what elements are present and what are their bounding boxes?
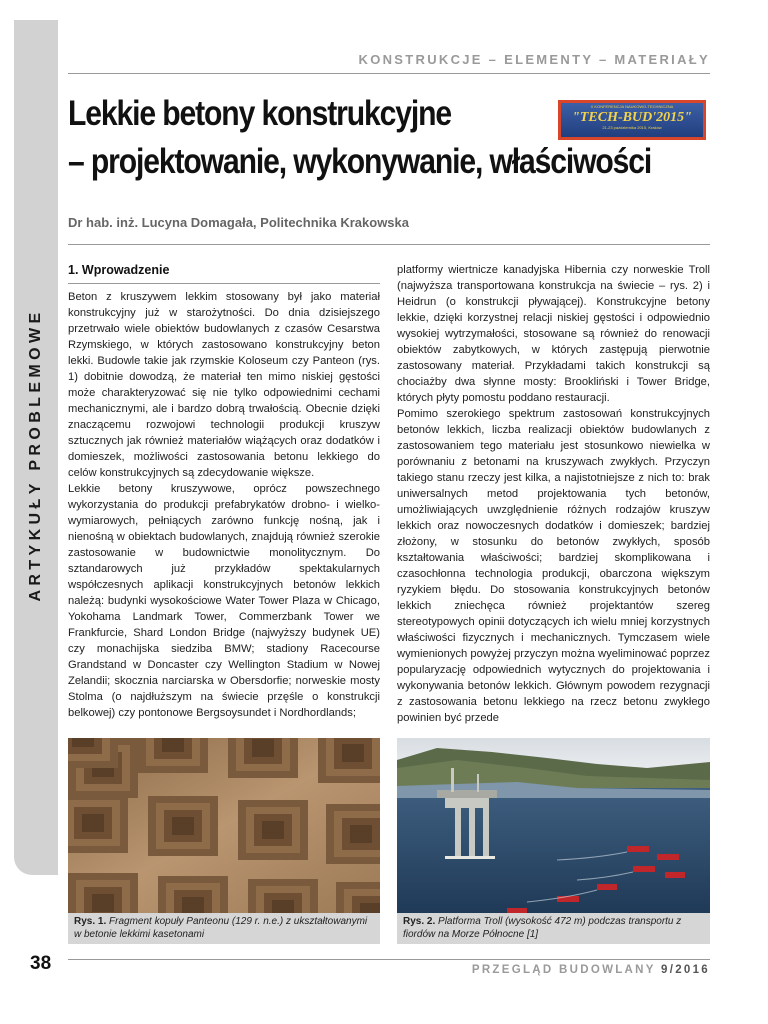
figure-2-label: Rys. 2. xyxy=(403,916,436,927)
paragraph: Beton z kruszywem lekkim stosowany był jako materiał konstrukcyjny już w starożytności. Do dnia dzisiejszego przetrwało wiele obiektów budowlanych z czasów Cesarstwa Rzymskiego, w których zastosowano konstrukcyjny beton lekki. Budowle takie jak rzymskie Koloseum czy Panteon (rys. 1) dobitnie dowodzą, że materiał ten mimo niskiej gęstości może charakteryzować się nie tylko odpowiednimi cechami mechanicznymi, ale i bardzo dobrą trwałością. Obecnie dzięki znaczącemu rozwojowi technologii produkcji kruszyw sztucznych jak również materiałów wiążących oraz dodatków i domieszek, możliwości zastosowania betonu lekkiego do celów konstrukcyjnych są zdecydowanie większe. xyxy=(68,291,380,479)
paragraph: Lekkie betony kruszywowe, oprócz powszechnego wykorzystania do produkcji prefabrykatów drobno- i wielko- wymiarowych, pełniących zarówno funkcję nośną, jak i nienośną w obiektach budowlanych, znajdują również szerokie zastosowanie w budownictwie monolitycznym. Do sztandarowych już przykładów spektakularnych współczesnych aplikacji konstrukcyjnych betonów lekkich należą: budynki wysokościowe Water Tower Plaza w Chicago, Yokohama Landmark Tower, Commerzbank Tower we Frankfurcie, Shard London Bridge (najwyższy budynek UE) czy monachijska siedziba BMW; stadiony Racecourse Grandstand w Doncaster czy Wellington Stadium w Nowej Zelandii; skocznia narciarska w Obersdorfie; norweskie mosty Stolma (o najdłuższym na świecie przęśle o konstrukcji belkowej) czy pontonowe Bergsoysundet i Nordhordlands; xyxy=(68,483,380,719)
troll-platform-illustration xyxy=(397,738,710,913)
conference-badge xyxy=(558,100,706,140)
figure-1-caption xyxy=(68,913,380,944)
journal-name: PRZEGLĄD BUDOWLANY xyxy=(471,964,656,976)
badge-date: 21-23 października 2015, Kraków xyxy=(602,125,662,130)
figure-2-caption xyxy=(397,913,710,944)
pantheon-coffers-illustration xyxy=(68,738,380,913)
title-line-1: Lekkie betony konstrukcyjne xyxy=(68,94,452,133)
badge-top-text: X KONFERENCJA NAUKOWO-TECHNICZNA xyxy=(590,104,674,109)
title-line-2: – projektowanie, wykonywanie, właściwości xyxy=(68,142,652,181)
paragraph: Pomimo szerokiego spektrum zastosowań konstrukcyjnych betonów lekkich, liczba realizacji obiektów budowlanych z zastosowaniem tego materiału jest stosunkowo niewielka w porównaniu z betonami na kruszywach zwykłych. Przyczyn takiego stanu rzeczy jest kilka, a najistotniejsze z nich to: brak uniwersalnych metod projektowania tych betonów, umożliwiających uwzględnienie różnych rodzajów kruszyw lekkich oraz nowoczesnych dodatków i domieszek; bardziej złożony, w stosunku do betonów zwykłych, sposób kształtowania właściwości; bardziej skomplikowana i czasochłonna technologia produkcji, obarczona większym ryzykiem błędu. Do stosowania konstrukcyjnych betonów lekkich zniechęca również projektantów szereg stereotypowych opinii dotyczących ich wielu mniej korzystnych właściwości fizycznych i mechanicznych. Tymczasem wiele wymienionych powyżej przyczyn można wyeliminować poprzez popularyzację odpowiednich wytycznych do projektowania i wykonywania betonów lekkich. Głównym powodem rezygnacji z zastosowania betonu lekkiego na rzecz betonu zwykłego powinien być przede xyxy=(397,408,710,724)
figure-2-image xyxy=(397,738,710,913)
author-line: Dr hab. inż. Lucyna Domagała, Politechnika Krakowska xyxy=(68,215,409,230)
figure-1-label: Rys. 1. xyxy=(74,916,107,927)
figure-1-image xyxy=(68,738,380,913)
header-rule xyxy=(68,73,710,74)
author-rule xyxy=(68,244,710,245)
page-number: 38 xyxy=(30,953,52,974)
badge-name: "TECH-BUD'2015" xyxy=(572,110,692,125)
section-heading: 1. Wprowadzenie xyxy=(68,263,170,277)
side-label: ARTYKUŁY PROBLEMOWE xyxy=(27,308,44,602)
paragraph: platformy wiertnicze kanadyjska Hibernia czy norweskie Troll (najwyższa transportowana konstrukcja na świecie – rys. 2) i Heidrun (o konstrukcji pływającej). Konstrukcyjne betony lekkie, dzięki korzystnej relacji niskiej gęstości i odpowiednio wysokiej wytrzymałości, stosowane są również do renowacji obiektów zabytkowych, w których zastępują pierwotnie zastosowany materiał. Przykładami takich konstrukcji są chociażby dwa słynne mosty: Brookliński i Tower Bridge, których płyty pomostu poddano restauracji. xyxy=(397,264,710,404)
journal-footer xyxy=(472,964,710,976)
figure-2-caption-text: Platforma Troll (wysokość 472 m) podczas transportu z fiordów na Morze Północne [1] xyxy=(403,916,682,940)
figure-1-caption-text: Fragment kopuły Panteonu (129 r. n.e.) z ukształtowanymi w betonie lekkimi kasetonami xyxy=(74,916,368,940)
footer-rule xyxy=(68,959,710,960)
section-header: KONSTRUKCJE – ELEMENTY – MATERIAŁY xyxy=(358,52,710,67)
journal-issue: 9/2016 xyxy=(661,964,710,976)
left-column xyxy=(68,262,380,721)
right-column xyxy=(397,262,710,726)
